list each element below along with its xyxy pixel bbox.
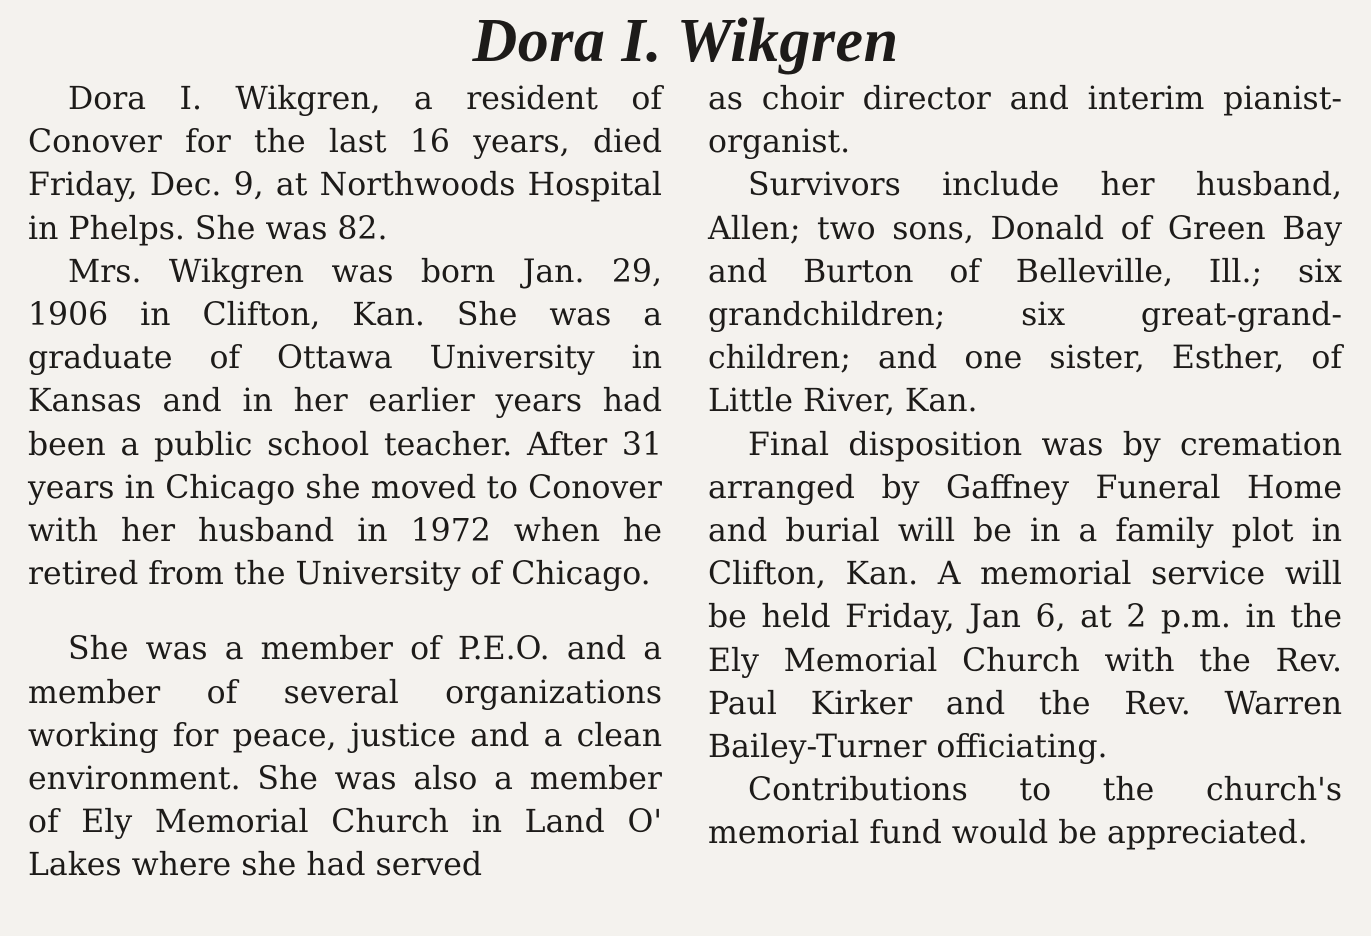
paragraph-survivors: Survivors include her husband, Allen; two sons, Donald of Green Bay and Burton of Belleville, Ill.; six grandchildren; six great-grandchildren; and one sister, Esther, of Little River, Kan. — [708, 167, 1342, 420]
paragraph-biography: Mrs. Wikgren was born Jan. 29, 1906 in Clifton, Kan. She was a graduate of Ottawa University in Kansas and in her earlier years had been a public school teacher. After 31 years in Chicago she moved to Conover with her husband in 1972 when he retired from the University of Chicago. — [28, 253, 662, 593]
obituary-title: Dora I. Wikgren — [472, 7, 899, 75]
paragraph-contributions: Contributions to the church's memorial fund would be appreciated. — [708, 772, 1342, 852]
right-column — [708, 78, 1342, 856]
paragraph-memberships: She was a member of P.E.O. and a member of several organizations working for peace, justice and a clean environment. She was also a member of Ely Memorial Church in Land O' Lakes where she had served — [28, 631, 662, 884]
paragraph-memberships-continued: as choir director and interim pianist-organist. — [708, 81, 1342, 161]
paragraph-residence: Dora I. Wikgren, a resident of Conover for the last 16 years, died Friday, Dec. 9, at Northwoods Hospital in Phelps. She was 82. — [28, 81, 662, 247]
left-column — [28, 78, 662, 888]
paragraph-services: Final disposition was by cremation arranged by Gaffney Funeral Home and burial will be in a family plot in Clifton, Kan. A memorial service will be held Friday, Jan 6, at 2 p.m. in the Ely Memorial Church with the Rev. Paul Kirker and the Rev. Warren Bailey-Turner officiating. — [708, 426, 1342, 766]
